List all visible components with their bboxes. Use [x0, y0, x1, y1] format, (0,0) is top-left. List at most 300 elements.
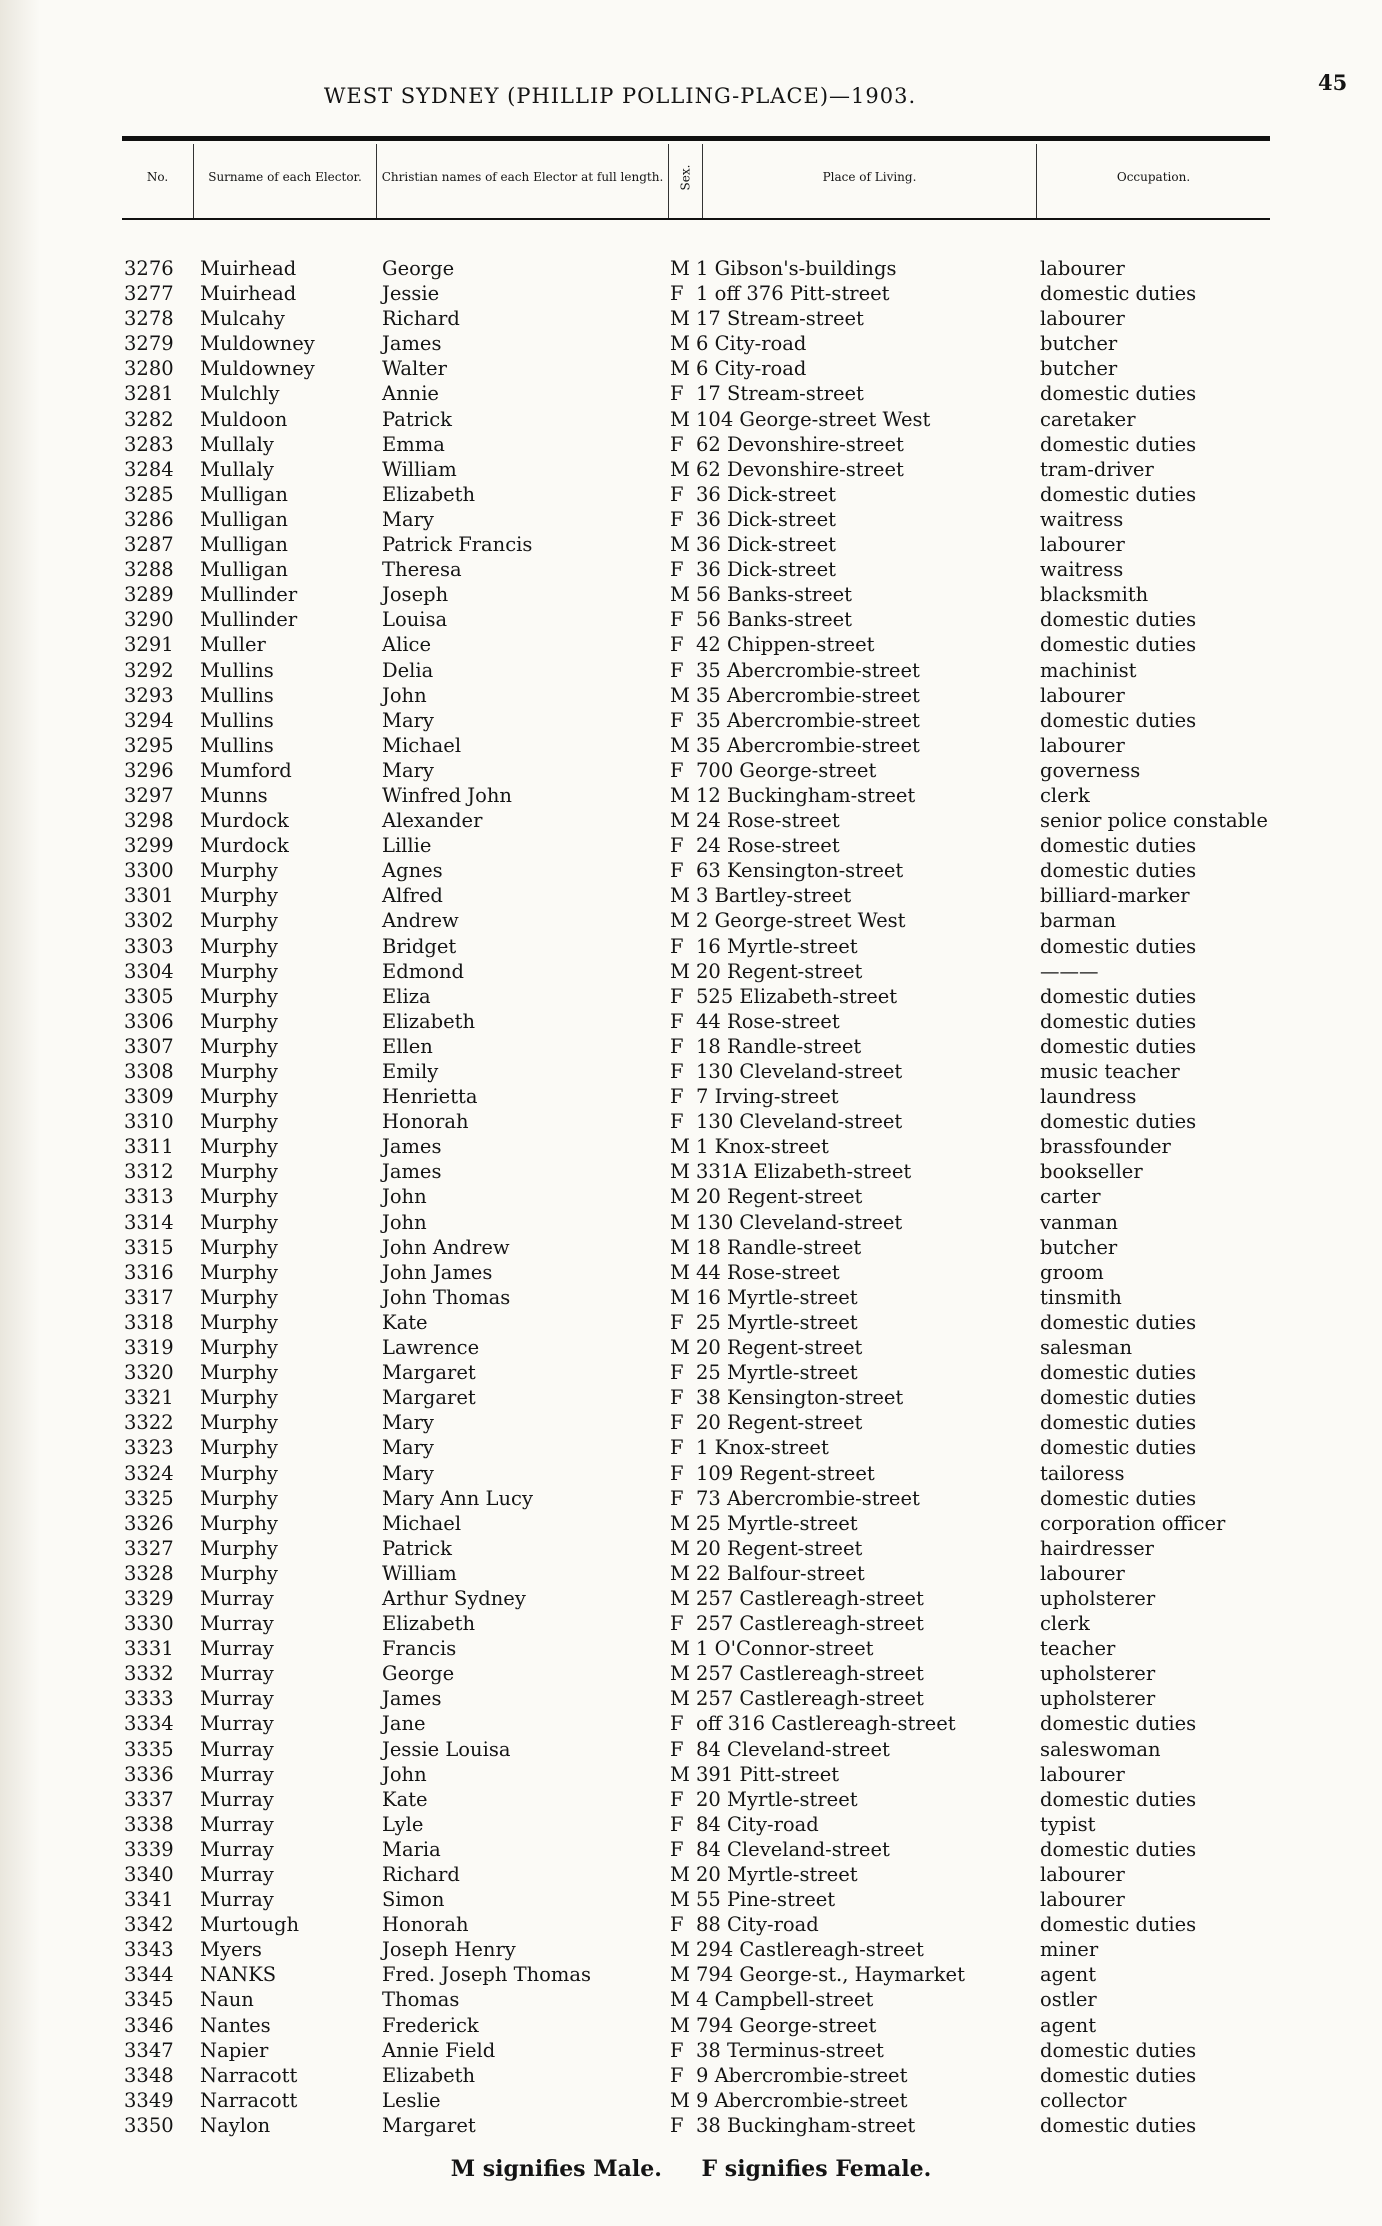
elector-number: 3339 — [124, 1837, 174, 1861]
elector-occupation: domestic duties — [1040, 1361, 1197, 1385]
elector-sex: F — [670, 1461, 684, 1485]
elector-surname: Murphy — [200, 1185, 278, 1209]
table-row — [118, 2113, 1298, 2138]
elector-sex: M — [670, 1762, 690, 1786]
elector-sex: F — [670, 2038, 684, 2062]
elector-number: 3283 — [124, 432, 174, 456]
elector-surname: Murray — [200, 1712, 274, 1736]
elector-number: 3335 — [124, 1737, 174, 1761]
elector-sex: F — [670, 1110, 684, 1134]
elector-occupation: domestic duties — [1040, 2063, 1197, 2087]
elector-number: 3304 — [124, 959, 174, 983]
elector-christian-names: Winfred John — [382, 783, 512, 807]
elector-occupation: butcher — [1040, 357, 1118, 381]
elector-place: 73 Abercrombie-street — [696, 1486, 920, 1510]
elector-number: 3301 — [124, 884, 174, 908]
legend-female: F signifies Female. — [701, 2156, 932, 2182]
table-row — [118, 457, 1298, 482]
elector-christian-names: Richard — [382, 1863, 460, 1886]
elector-surname: Mumford — [200, 758, 292, 782]
elector-occupation: carter — [1040, 1185, 1101, 1209]
elector-surname: Murdock — [200, 809, 289, 833]
elector-number: 3349 — [124, 2088, 174, 2112]
page-edge-shadow — [0, 0, 40, 2226]
elector-occupation: domestic duties — [1040, 1436, 1197, 1460]
elector-place: 391 Pitt-street — [696, 1762, 840, 1786]
elector-number: 3342 — [124, 1913, 174, 1937]
elector-surname: Murphy — [200, 1160, 278, 1184]
elector-place: 63 Kensington-street — [696, 859, 904, 883]
elector-surname: Mullins — [200, 733, 274, 757]
elector-number: 3293 — [124, 683, 174, 707]
elector-number: 3326 — [124, 1511, 174, 1535]
elector-christian-names: Andrew — [382, 909, 459, 933]
elector-surname: Mullins — [200, 708, 274, 732]
elector-number: 3290 — [124, 608, 174, 632]
elector-sex: F — [670, 1712, 684, 1736]
elector-surname: Murphy — [200, 1486, 278, 1510]
elector-number: 3314 — [124, 1210, 174, 1234]
elector-christian-names: Annie Field — [382, 2038, 496, 2062]
elector-number: 3307 — [124, 1034, 174, 1058]
table-row — [118, 1184, 1298, 1209]
elector-surname: Murphy — [200, 1436, 278, 1460]
elector-sex: M — [670, 2088, 690, 2112]
elector-occupation: domestic duties — [1040, 1386, 1197, 1410]
elector-occupation: domestic duties — [1040, 934, 1197, 958]
elector-sex: F — [670, 1486, 684, 1510]
elector-place: 17 Stream-street — [696, 382, 864, 406]
elector-place: 1 Gibson's-buildings — [696, 257, 897, 280]
elector-occupation: labourer — [1040, 307, 1125, 331]
header-sex — [669, 144, 703, 218]
elector-occupation: domestic duties — [1040, 1110, 1197, 1134]
elector-sex: M — [670, 1938, 690, 1962]
elector-sex: F — [670, 1361, 684, 1385]
elector-occupation: bookseller — [1040, 1160, 1143, 1184]
elector-sex: F — [670, 2063, 684, 2087]
table-row — [118, 1686, 1298, 1711]
elector-place: 35 Abercrombie-street — [696, 708, 920, 732]
elector-surname: Nantes — [200, 2013, 271, 2037]
elector-sex: M — [670, 1863, 690, 1886]
elector-number: 3309 — [124, 1085, 174, 1109]
elector-surname: Murphy — [200, 1085, 278, 1109]
elector-sex: M — [670, 884, 690, 908]
table-row — [118, 1486, 1298, 1511]
table-row — [118, 1962, 1298, 1987]
elector-christian-names: John Andrew — [382, 1235, 510, 1259]
table-row — [118, 607, 1298, 632]
table-row — [118, 1611, 1298, 1636]
elector-surname: Murphy — [200, 1361, 278, 1385]
legend-male: M signifies Male. — [450, 2156, 662, 2182]
elector-occupation: salesman — [1040, 1336, 1133, 1360]
elector-place: 38 Kensington-street — [696, 1386, 904, 1410]
elector-number: 3334 — [124, 1712, 174, 1736]
table-row — [118, 331, 1298, 356]
elector-occupation: ostler — [1040, 1988, 1097, 2012]
elector-occupation: domestic duties — [1040, 984, 1197, 1008]
header-surname: Surname of each Elector. — [194, 144, 377, 218]
elector-surname: Murphy — [200, 1210, 278, 1234]
elector-occupation: domestic duties — [1040, 1712, 1197, 1736]
elector-number: 3332 — [124, 1662, 174, 1686]
elector-christian-names: Mary — [382, 708, 434, 732]
elector-sex: F — [670, 1837, 684, 1861]
elector-number: 3346 — [124, 2013, 174, 2037]
table-row — [118, 1636, 1298, 1661]
elector-sex: F — [670, 558, 684, 582]
elector-number: 3279 — [124, 332, 174, 356]
elector-sex: F — [670, 432, 684, 456]
table-row — [118, 1009, 1298, 1034]
elector-christian-names: Arthur Sydney — [382, 1586, 526, 1610]
elector-number: 3291 — [124, 633, 174, 657]
elector-surname: Murphy — [200, 1411, 278, 1435]
elector-christian-names: John Thomas — [382, 1285, 511, 1309]
elector-occupation: collector — [1040, 2088, 1127, 2112]
elector-place: 2 George-street West — [696, 909, 906, 933]
elector-place: 16 Myrtle-street — [696, 934, 858, 958]
elector-occupation: labourer — [1040, 533, 1125, 557]
elector-surname: Murphy — [200, 1285, 278, 1309]
elector-place: 20 Regent-street — [696, 1336, 863, 1360]
elector-surname: Murray — [200, 1586, 274, 1610]
elector-sex: M — [670, 1662, 690, 1686]
table-row — [118, 356, 1298, 381]
elector-number: 3311 — [124, 1135, 174, 1159]
elector-sex: F — [670, 934, 684, 958]
elector-surname: Murphy — [200, 1135, 278, 1159]
elector-occupation: domestic duties — [1040, 482, 1197, 506]
table-row — [118, 1235, 1298, 1260]
elector-sex: F — [670, 984, 684, 1008]
elector-occupation: domestic duties — [1040, 1486, 1197, 1510]
elector-occupation: upholsterer — [1040, 1586, 1156, 1610]
elector-surname: Munns — [200, 783, 268, 807]
elector-sex: M — [670, 1260, 690, 1284]
table-row — [118, 1335, 1298, 1360]
table-row — [118, 934, 1298, 959]
elector-surname: Muldowney — [200, 332, 315, 356]
elector-occupation: domestic duties — [1040, 1009, 1197, 1033]
table-row — [118, 758, 1298, 783]
elector-place: 56 Banks-street — [696, 583, 853, 607]
table-row — [118, 733, 1298, 758]
elector-christian-names: Mary — [382, 1411, 434, 1435]
elector-number: 3294 — [124, 708, 174, 732]
elector-sex: F — [670, 608, 684, 632]
elector-christian-names: John — [382, 1762, 427, 1786]
elector-place: 12 Buckingham-street — [696, 783, 916, 807]
elector-christian-names: Michael — [382, 1511, 462, 1535]
table-row — [118, 1912, 1298, 1937]
elector-christian-names: Fred. Joseph Thomas — [382, 1963, 592, 1987]
elector-surname: Muirhead — [200, 257, 297, 280]
elector-christian-names: Lawrence — [382, 1336, 480, 1360]
elector-occupation: labourer — [1040, 683, 1125, 707]
elector-number: 3312 — [124, 1160, 174, 1184]
elector-place: 104 George-street West — [696, 407, 931, 431]
elector-number: 3295 — [124, 733, 174, 757]
elector-number: 3320 — [124, 1361, 174, 1385]
table-row — [118, 1862, 1298, 1887]
elector-surname: Narracott — [200, 2088, 298, 2112]
elector-number: 3323 — [124, 1436, 174, 1460]
elector-place: 700 George-street — [696, 758, 877, 782]
elector-surname: Muldoon — [200, 407, 288, 431]
elector-sex: M — [670, 783, 690, 807]
elector-number: 3280 — [124, 357, 174, 381]
elector-occupation: music teacher — [1040, 1060, 1180, 1083]
elector-occupation: domestic duties — [1040, 2038, 1197, 2062]
elector-occupation: butcher — [1040, 1235, 1118, 1259]
elector-occupation: domestic duties — [1040, 1034, 1197, 1058]
elector-occupation: typist — [1040, 1812, 1096, 1836]
elector-christian-names: Mary — [382, 1461, 434, 1485]
elector-occupation: tailoress — [1040, 1461, 1125, 1485]
elector-number: 3303 — [124, 934, 174, 958]
elector-sex: M — [670, 332, 690, 356]
elector-surname: Mullaly — [200, 457, 274, 481]
table-header — [122, 144, 1270, 220]
elector-surname: Murray — [200, 1812, 274, 1836]
elector-place: 20 Myrtle-street — [696, 1863, 858, 1886]
elector-surname: NANKS — [200, 1963, 277, 1987]
elector-sex: M — [670, 533, 690, 557]
elector-occupation: upholsterer — [1040, 1687, 1156, 1711]
elector-sex: F — [670, 2113, 684, 2137]
elector-christian-names: Honorah — [382, 1913, 469, 1937]
elector-surname: Murray — [200, 1837, 274, 1861]
table-row — [118, 1260, 1298, 1285]
elector-christian-names: Jessie Louisa — [382, 1737, 511, 1761]
elector-number: 3321 — [124, 1386, 174, 1410]
elector-sex: M — [670, 1988, 690, 2012]
elector-number: 3336 — [124, 1762, 174, 1786]
elector-occupation: tinsmith — [1040, 1285, 1122, 1309]
elector-sex: M — [670, 809, 690, 833]
elector-christian-names: Louisa — [382, 608, 448, 632]
elector-occupation: domestic duties — [1040, 633, 1197, 657]
elector-christian-names: Margaret — [382, 2113, 476, 2137]
elector-occupation: tram-driver — [1040, 457, 1154, 481]
elector-occupation: agent — [1040, 1963, 1097, 1987]
elector-sex: M — [670, 457, 690, 481]
elector-christian-names: Simon — [382, 1888, 445, 1912]
elector-place: 9 Abercrombie-street — [696, 2063, 908, 2087]
elector-place: off 316 Castlereagh-street — [696, 1712, 956, 1736]
elector-occupation: hairdresser — [1040, 1536, 1154, 1560]
elector-occupation: waitress — [1040, 507, 1124, 531]
elector-sex: F — [670, 1085, 684, 1109]
elector-christian-names: William — [382, 457, 457, 481]
elector-surname: Mulcahy — [200, 307, 285, 331]
table-row — [118, 1737, 1298, 1762]
elector-number: 3327 — [124, 1536, 174, 1560]
elector-surname: Mullinder — [200, 608, 298, 632]
elector-christian-names: Annie — [382, 382, 439, 406]
elector-surname: Murray — [200, 1612, 274, 1636]
elector-number: 3338 — [124, 1812, 174, 1836]
table-row — [118, 632, 1298, 657]
elector-occupation: labourer — [1040, 1863, 1125, 1886]
table-row — [118, 1937, 1298, 1962]
table-row — [118, 833, 1298, 858]
elector-place: 22 Balfour-street — [696, 1561, 865, 1585]
elector-place: 794 George-st., Haymarket — [696, 1963, 965, 1987]
elector-place: 257 Castlereagh-street — [696, 1662, 924, 1686]
elector-place: 257 Castlereagh-street — [696, 1687, 924, 1711]
elector-place: 25 Myrtle-street — [696, 1310, 858, 1334]
elector-place: 1 Knox-street — [696, 1436, 829, 1460]
elector-christian-names: James — [382, 332, 442, 356]
elector-number: 3348 — [124, 2063, 174, 2087]
elector-place: 1 off 376 Pitt-street — [696, 282, 890, 306]
elector-surname: Muldowney — [200, 357, 315, 381]
elector-occupation: teacher — [1040, 1637, 1116, 1661]
elector-number: 3285 — [124, 482, 174, 506]
elector-number: 3300 — [124, 859, 174, 883]
elector-occupation: butcher — [1040, 332, 1118, 356]
table-row — [118, 1385, 1298, 1410]
elector-number: 3306 — [124, 1009, 174, 1033]
elector-occupation: domestic duties — [1040, 708, 1197, 732]
elector-christian-names: Alice — [382, 633, 432, 657]
elector-christian-names: John — [382, 1185, 427, 1209]
elector-occupation: domestic duties — [1040, 2113, 1197, 2137]
elector-number: 3277 — [124, 282, 174, 306]
elector-christian-names: Patrick — [382, 407, 453, 431]
elector-number: 3302 — [124, 909, 174, 933]
elector-occupation: labourer — [1040, 257, 1125, 280]
table-row — [118, 432, 1298, 457]
elector-sex: M — [670, 1963, 690, 1987]
elector-number: 3329 — [124, 1586, 174, 1610]
elector-christian-names: Michael — [382, 733, 462, 757]
elector-occupation: domestic duties — [1040, 1310, 1197, 1334]
table-row — [118, 1586, 1298, 1611]
elector-place: 18 Randle-street — [696, 1235, 862, 1259]
header-sex-label: Sex. — [678, 164, 692, 190]
table-row — [118, 1837, 1298, 1862]
elector-surname: Mulligan — [200, 507, 288, 531]
elector-christian-names: Joseph — [382, 583, 449, 607]
elector-surname: Murphy — [200, 1386, 278, 1410]
elector-place: 130 Cleveland-street — [696, 1060, 903, 1083]
elector-surname: Murray — [200, 1637, 274, 1661]
elector-christian-names: Mary — [382, 1436, 434, 1460]
elector-place: 84 Cleveland-street — [696, 1837, 890, 1861]
elector-occupation: upholsterer — [1040, 1662, 1156, 1686]
table-row — [118, 1159, 1298, 1184]
elector-place: 36 Dick-street — [696, 533, 836, 557]
elector-place: 130 Cleveland-street — [696, 1110, 903, 1134]
elector-place: 3 Bartley-street — [696, 884, 852, 908]
elector-place: 44 Rose-street — [696, 1260, 840, 1284]
elector-number: 3276 — [124, 257, 174, 280]
elector-sex: M — [670, 1285, 690, 1309]
elector-christian-names: Joseph Henry — [382, 1938, 516, 1962]
elector-christian-names: Elizabeth — [382, 2063, 476, 2087]
elector-occupation: domestic duties — [1040, 834, 1197, 858]
elector-number: 3324 — [124, 1461, 174, 1485]
elector-sex: F — [670, 633, 684, 657]
elector-occupation: domestic duties — [1040, 859, 1197, 883]
elector-sex: F — [670, 1411, 684, 1435]
elector-christian-names: Patrick Francis — [382, 533, 533, 557]
elector-sex: F — [670, 1787, 684, 1811]
elector-christian-names: Margaret — [382, 1386, 476, 1410]
elector-number: 3299 — [124, 834, 174, 858]
elector-occupation: domestic duties — [1040, 608, 1197, 632]
elector-sex: F — [670, 1009, 684, 1033]
elector-sex: M — [670, 257, 690, 280]
elector-place: 24 Rose-street — [696, 809, 840, 833]
elector-surname: Mullins — [200, 658, 274, 682]
table-row — [118, 1059, 1298, 1084]
elector-christian-names: Jessie — [382, 282, 440, 306]
elector-occupation: senior police constable — [1040, 809, 1268, 833]
elector-number: 3298 — [124, 809, 174, 833]
header-rule — [122, 136, 1270, 141]
elector-place: 17 Stream-street — [696, 307, 864, 331]
elector-sex: F — [670, 1812, 684, 1836]
elector-occupation: labourer — [1040, 733, 1125, 757]
elector-number: 3316 — [124, 1260, 174, 1284]
table-row — [118, 2088, 1298, 2113]
elector-christian-names: Walter — [382, 357, 447, 381]
table-row — [118, 2013, 1298, 2038]
elector-surname: Murray — [200, 1687, 274, 1711]
elector-place: 20 Regent-street — [696, 959, 863, 983]
elector-christian-names: Frederick — [382, 2013, 479, 2037]
table-row — [118, 557, 1298, 582]
table-row — [118, 1285, 1298, 1310]
elector-sex: F — [670, 1310, 684, 1334]
elector-sex: F — [670, 1034, 684, 1058]
elector-sex: M — [670, 909, 690, 933]
elector-christian-names: Mary — [382, 758, 434, 782]
elector-place: 18 Randle-street — [696, 1034, 862, 1058]
table-row — [118, 858, 1298, 883]
elector-sex: F — [670, 658, 684, 682]
elector-occupation: clerk — [1040, 1612, 1090, 1636]
elector-number: 3289 — [124, 583, 174, 607]
elector-place: 16 Myrtle-street — [696, 1285, 858, 1309]
elector-surname: Murray — [200, 1787, 274, 1811]
elector-christian-names: Emily — [382, 1060, 439, 1083]
table-row — [118, 507, 1298, 532]
elector-number: 3308 — [124, 1060, 174, 1083]
elector-surname: Mulligan — [200, 533, 288, 557]
elector-surname: Murphy — [200, 1060, 278, 1083]
elector-surname: Narracott — [200, 2063, 298, 2087]
elector-sex: M — [670, 1235, 690, 1259]
elector-place: 130 Cleveland-street — [696, 1210, 903, 1234]
elector-christian-names: John — [382, 1210, 427, 1234]
elector-surname: Murphy — [200, 1235, 278, 1259]
elector-place: 88 City-road — [696, 1913, 819, 1937]
elector-number: 3281 — [124, 382, 174, 406]
elector-surname: Mulligan — [200, 558, 288, 582]
elector-occupation: blacksmith — [1040, 583, 1149, 607]
table-row — [118, 1210, 1298, 1235]
elector-christian-names: Jane — [382, 1712, 426, 1736]
table-row — [118, 1887, 1298, 1912]
elector-sex: F — [670, 1386, 684, 1410]
